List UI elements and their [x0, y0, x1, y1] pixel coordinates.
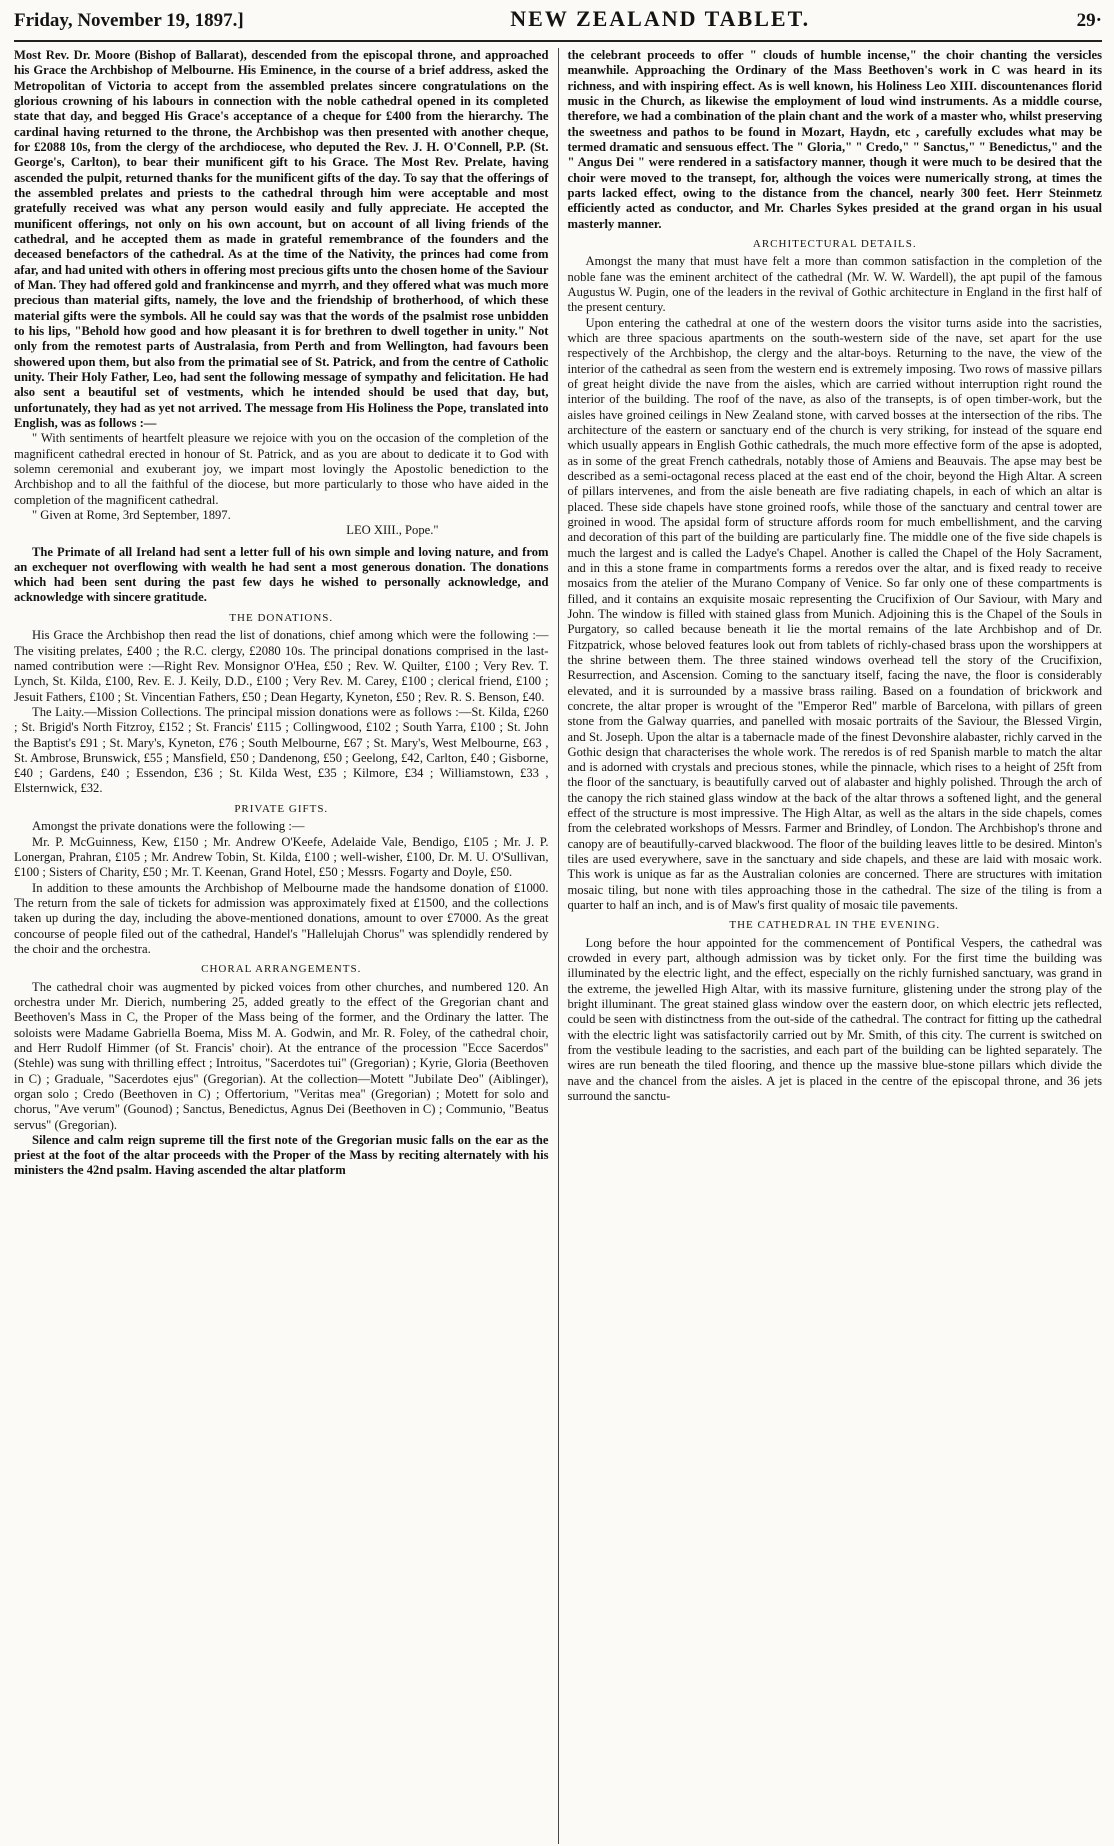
- section-heading: THE DONATIONS.: [229, 611, 334, 624]
- paragraph: Upon entering the cathedral at one of the western doors the visitor turns aside into the sacristies, which are three spacious apartments on the south-western side of the nave, set apart for the use respectively of the Archbishop, the clergy and the altar-boys. Returning to the nave, the view of the interior of the cathedral as seen from the western end is extremely imposing. Two rows of massive pillars of great height divide the nave from the aisles, which are carried without interruption right round the interior of the building. The roof of the nave, as also of the transepts, is of open timber-work, but the aisles have groined ceilings in New Zealand stone, with carved bosses at the intersection of the ribs. The architecture of the eastern or sanctuary end of the church is very striking, for instead of the square end which usually appears in English Gothic cathedrals, the much more effective form of the apse is adopted, as in some of the great French cathedrals, notably those of Amiens and Beauvais. The apse may best be described as a semi-octagonal recess placed at the east end of the choir, beyond the High Altar. A screen of pillars intervenes, and from the aisle beneath are five radiating chapels, in each of which an altar is placed. These side chapels have stone groined roofs, while those of the sanctuary and central tower are groined in wood. The apsidal form of structure affords room for much embellishment, and the carving and decoration of this part of the building are particularly fine. The middle one of the five side chapels is much the largest and is called the Ladye's Chapel. Another is called the Chapel of the Holy Sacrament, and in this a stone frame in compartments forms a reredos over the altar, and is fixed ready to receive mosaics from the atelier of the Murano Company of Venice. So far only one of these compartments is filled, and it contains an exquisite mosaic representing the Crucifixion of Our Saviour, with Mary and John. The window is filled with stained glass from Munich. Adjoining this is the Chapel of the Souls in Purgatory, so called because beneath it lie the mortal remains of the late Archbishop and of Dr. Fitzpatrick, whose beloved features look out from tablets of richly-chased brass upon the worshippers at the shrine between them. The three stained windows overhead tell the story of the Crucifixion, Resurrection, and Ascension. Coming to the sanctuary itself, facing the nave, the floor is considerably elevated, and it is surrounded by a massive brass railing. Based on a foundation of brickwork and concrete, the altar proper is wrought of the "Emperor Red" marble of Barcelona, with pillars of green stone from the Galway quarries, and panelled with mosaic portraits of the Saviour, the Blessed Virgin, and St. Joseph. Upon the altar is a tabernacle made of the finest Devonshire alabaster, richly carved in the Gothic design that characterises the whole work. The reredos is of red Spanish marble to match the altar and is adorned with crystals and precious stones, while the pinnacle, which rises to a height of 25ft from the floor of the sanctuary, is beautifully carved out of alabaster and highly polished. Through the arch of the canopy the rich stained glass window at the back of the altar throws a softened light, and the general effect of the structure is most impressive. The High Altar, as well as the altars in the side chapels, comes from the celebrated workshops of Messrs. Farmer and Brindley, of London. The Archbishop's throne and canopy are of beautifully-carved blackwood. The floor of the building leaves little to be desired. Minton's tiles are used everywhere, save in the sanctuary and side chapels, and these are laid with mosaic work. This work is unique as far as the Australian colonies are concerned. There are structures with imitation mosaic tiling, but none with tiles approaching those in the cathedral. The size of the tiling is from a quarter to half an inch, and is of Maw's first quality of mosaic tile pavements.: [567, 315, 1102, 913]
- paragraph: Mr. P. McGuinness, Kew, £150 ; Mr. Andrew O'Keefe, Adelaide Vale, Bendigo, £105 ; Mr. J. P. Lonergan, Prahran, £105 ; Mr. Andrew Tobin, St. Kilda, £100 ; well-wisher, £100, Dr. M. U. O'Sullivan, £100 ; Sisters of Charity, £50 ; Mr. T. Keenan, Grand Hotel, £50 ; Messrs. Fogarty and Doyle, £50.: [14, 834, 549, 880]
- papal-signature: LEO XIII., Pope.": [346, 523, 439, 538]
- paragraph: Long before the hour appointed for the commencement of Pontifical Vespers, the cathedral was crowded in every part, although admission was by ticket only. For the first time the building was illuminated by the electric light, and the effect, especially on the richly furnished sanctuary, was grand in the extreme, the jewelled High Altar, with its massive furniture, glistening under the strong play of the bright illuminant. The great stained glass window over the eastern door, on which electric jets reflected, could be seen with distinctness from the out-side of the cathedral. The contract for fitting up the cathedral with the electric light was satisfactorily carried out by Mr. Smith, of this city. The current is switched on from the vestibule leading to the sacristies, and each part of the building can be lighted separately. The wires are run beneath the tiled flooring, and thence up the massive blue-stone pillars which divide the nave and the chancel from the aisles. A jet is placed in the centre of the episcopal throne, and 36 jets surround the sanctu-: [567, 935, 1102, 1104]
- paragraph: Silence and calm reign supreme till the first note of the Gregorian music falls on the ear as the priest at the foot of the altar proceeds with the Proper of the Mass by reciting alternately with his ministers the 42nd psalm. Having ascended the altar platform: [14, 1132, 549, 1178]
- paragraph: Most Rev. Dr. Moore (Bishop of Ballarat), descended from the episcopal throne, and approached his Grace the Archbishop of Melbourne. His Eminence, in the course of a brief address, asked the Metropolitan of Victoria to accept from the assembled prelates sincere congratulations on the glorious crowning of his labours in connection with the noble cathedral opened in its completed state that day, and begged His Grace's acceptance of a cheque for £400 from the hierarchy. The cardinal having returned to the throne, the Archbishop was then presented with another cheque, for £2088 10s, from the clergy of the archdiocese, who deputed the Rev. J. H. O'Connell, P.P. (St. George's, Carlton), to bear their munificent gift to his Grace. The Most Rev. Prelate, having ascended the pulpit, returned thanks for the munificent gifts of the day. To say that the offerings of the assembled prelates and priests to the cathedral through him were acceptable and most gratefully received was what any person would easily and fully appreciate. He accepted the munificent offerings, not only on his own account, but on account of all living friends of the cathedral, and he accepted them as made in grateful remembrance of the founders and the deceased benefactors of the cathedral. As at the time of the Nativity, the princes had come from afar, and had united with others in offering most precious gifts unto the chosen home of the Saviour of Man. They had offered gold and frankincense and myrrh, and they offered what was much more precious than material gifts, namely, the love and the friendship of brotherhood, of which these material gifts were the symbols. All he could say was that the words of the psalmist rose unbidden to his lips, "Behold how good and how pleasant it is for brethren to dwell together in unity." Not only from the remotest parts of Australasia, from Perth and from Wellington, had favours been showered upon them, but also from the primatial see of St. Patrick, and from the centre of Catholic unity. Their Holy Father, Leo, had sent the following message of sympathy and felicitation. He had also sent a beautiful set of vestments, which he intended should be used that day, but, unfortunately, they had as yet not arrived. The message from His Holiness the Pope, translated into English, was as follows :—: [14, 48, 549, 430]
- paragraph: " Given at Rome, 3rd September, 1897.: [32, 507, 231, 522]
- section-heading: CHORAL ARRANGEMENTS.: [201, 963, 362, 976]
- right-column: [558, 48, 1103, 1844]
- section-heading: ARCHITECTURAL DETAILS.: [752, 237, 917, 250]
- paragraph: The Primate of all Ireland had sent a letter full of his own simple and loving nature, and from an exchequer not overflowing with wealth he had sent a most generous donation. The donations which had been sent during the past few days he wished to personally acknowledge, and acknowledge with sincere gratitude.: [14, 544, 549, 605]
- left-column: [14, 48, 558, 1844]
- masthead: [14, 6, 1102, 42]
- paragraph: His Grace the Archbishop then read the list of donations, chief among which were the following :—The visiting prelates, £400 ; the R.C. clergy, £2080 10s. The principal donations comprised in the last-named contribution were :—Right Rev. Monsignor O'Hea, £50 ; Rev. W. Quilter, £100 ; Very Rev. T. Lynch, St. Kilda, £100, Rev. E. J. Keily, D.D., £100 ; Very Rev. M. Carey, £100 ; clerical friend, £100 ; Jesuit Fathers, £100 ; St. Vincentian Fathers, £50 ; Dean Hegarty, Kyneton, £50 ; Rev. R. S. Benson, £40.: [14, 628, 549, 704]
- publication-title: NEW ZEALAND TABLET.: [510, 6, 811, 31]
- page-number: 29·: [1076, 10, 1102, 31]
- paragraph: the celebrant proceeds to offer " clouds of humble incense," the choir chanting the versicles meanwhile. Approaching the Ordinary of the Mass Beethoven's work in C was heard in its richness, and with inspiring effect. As is well known, his Holiness Leo XIII. discountenances florid music in the Church, as likewise the employment of loud wind instruments. As a middle course, therefore, we had a combination of the plain chant and the work of a master who, whilst preserving the sweetness and pathos to be found in Mozart, Haydn, etc , carefully excludes what may be termed dramatic and sensuous effect. The " Gloria," " Credo," " Sanctus," " Benedictus," and the " Angus Dei " were rendered in a satisfactory manner, though it were much to be desired that the choir were moved to the transept, for, although the voices were numerically strong, at times the parts lacked effect, owing to the distance from the chancel, nearly 300 feet. Herr Steinmetz efficiently acted as conductor, and Mr. Charles Sykes presided at the grand organ in his usual masterly manner.: [567, 48, 1102, 231]
- article-columns: [14, 48, 1102, 1844]
- paragraph: In addition to these amounts the Archbishop of Melbourne made the handsome donation of £1000. The return from the sale of tickets for admission was approximately fixed at £1500, and the collections taken up during the day, including the above-mentioned donations, amount to over £7000. As the great concourse of people filed out of the cathedral, Handel's "Hallelujah Chorus" was splendidly rendered by the choir and the orchestra.: [14, 880, 549, 956]
- paragraph: " With sentiments of heartfelt pleasure we rejoice with you on the occasion of the completion of the magnificent cathedral erected in honour of St. Patrick, and as you are about to dedicate it to God with solemn ceremonial and exuberant joy, we impart most lovingly the Apostolic benediction to the Archbishop and to all the faithful of the diocese, but more particularly to those who have aided in the completion of the magnificent cathedral.: [14, 431, 549, 507]
- issue-date: Friday, November 19, 1897.]: [14, 10, 244, 31]
- paragraph: The Laity.—Mission Collections. The principal mission donations were as follows :—St. Kilda, £260 ; St. Brigid's North Fitzroy, £152 ; St. Francis' £115 ; Collingwood, £102 ; South Yarra, £100 ; St. John the Baptist's £91 ; St. Mary's, Kyneton, £76 ; South Melbourne, £67 ; St. Mary's, West Melbourne, £63 , St. Ambrose, Brunswick, £55 ; Mansfield, £50 ; Dandenong, £50 ; Geelong, £42, Carlton, £40 ; Gisborne, £40 ; Gardens, £40 ; Essendon, £36 ; St. Kilda West, £35 ; Kilmore, £34 ; Williamstown, £33 , Elsternwick, £32.: [14, 704, 549, 796]
- section-heading: PRIVATE GIFTS.: [234, 802, 329, 815]
- section-heading: THE CATHEDRAL IN THE EVENING.: [729, 919, 941, 932]
- paragraph: Amongst the many that must have felt a more than common satisfaction in the completion of the noble fane was the eminent architect of the cathedral (Mr. W. W. Wardell), the apt pupil of the famous Augustus W. Pugin, one of the leaders in the revival of Gothic architecture in England in the first half of the present century.: [567, 254, 1102, 315]
- paragraph: The cathedral choir was augmented by picked voices from other churches, and numbered 120. An orchestra under Mr. Dierich, numbering 25, added greatly to the effect of the Gregorian chant and Beethoven's Mass in C, the Proper of the Mass being of the former, and the Ordinary the latter. The soloists were Madame Gabriella Boema, Miss M. A. Godwin, and Mr. R. Foley, of the cathedral choir, and Herr Rudolf Himmer (of St. Francis' choir). At the entrance of the procession "Ecce Sacerdos" (Stehle) was sung with thrilling effect ; Introitus, "Sacerdotes tui" (Gregorian) ; Kyrie, Gloria (Beethoven in C) ; Graduale, "Sacerdotes ejus" (Gregorian). At the collection—Motett "Jubilate Deo" (Aiblinger), organ solo ; Credo (Beethoven in C) ; Offertorium, "Veritas mea" (Gregorian) ; Motett for solo and chorus, "Ave verum" (Gounod) ; Sanctus, Benedictus, Agnus Dei (Beethoven in C) ; Communio, "Beatus servus" (Gregorian).: [14, 979, 549, 1132]
- paragraph: Amongst the private donations were the following :—: [32, 819, 305, 834]
